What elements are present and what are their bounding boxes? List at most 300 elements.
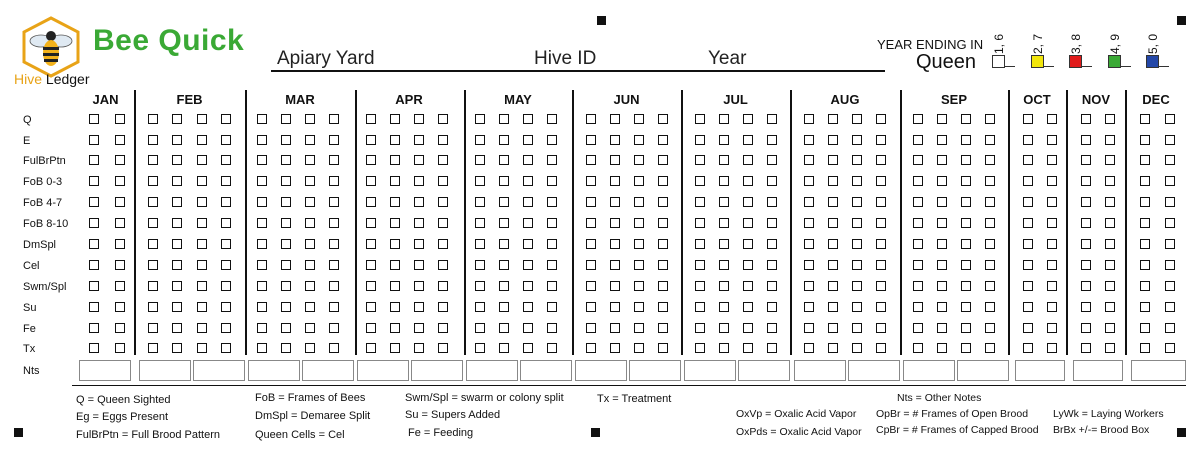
inspection-checkbox[interactable] <box>172 260 182 270</box>
inspection-checkbox[interactable] <box>767 218 777 228</box>
inspection-checkbox[interactable] <box>547 302 557 312</box>
inspection-checkbox[interactable] <box>221 323 231 333</box>
inspection-checkbox[interactable] <box>913 343 923 353</box>
inspection-checkbox[interactable] <box>743 218 753 228</box>
inspection-checkbox[interactable] <box>366 197 376 207</box>
inspection-checkbox[interactable] <box>658 114 668 124</box>
inspection-checkbox[interactable] <box>719 218 729 228</box>
inspection-checkbox[interactable] <box>586 176 596 186</box>
inspection-checkbox[interactable] <box>767 343 777 353</box>
inspection-checkbox[interactable] <box>547 114 557 124</box>
inspection-checkbox[interactable] <box>329 343 339 353</box>
inspection-checkbox[interactable] <box>221 302 231 312</box>
inspection-checkbox[interactable] <box>414 218 424 228</box>
inspection-checkbox[interactable] <box>438 323 448 333</box>
inspection-checkbox[interactable] <box>985 135 995 145</box>
inspection-checkbox[interactable] <box>499 323 509 333</box>
queen-color-swatch[interactable] <box>1031 55 1044 68</box>
inspection-checkbox[interactable] <box>366 260 376 270</box>
inspection-checkbox[interactable] <box>89 281 99 291</box>
inspection-checkbox[interactable] <box>610 218 620 228</box>
inspection-checkbox[interactable] <box>610 135 620 145</box>
notes-field[interactable] <box>575 360 627 381</box>
inspection-checkbox[interactable] <box>852 114 862 124</box>
inspection-checkbox[interactable] <box>197 323 207 333</box>
inspection-checkbox[interactable] <box>89 218 99 228</box>
inspection-checkbox[interactable] <box>547 176 557 186</box>
notes-field[interactable] <box>794 360 846 381</box>
inspection-checkbox[interactable] <box>767 323 777 333</box>
inspection-checkbox[interactable] <box>804 218 814 228</box>
inspection-checkbox[interactable] <box>475 218 485 228</box>
inspection-checkbox[interactable] <box>499 114 509 124</box>
inspection-checkbox[interactable] <box>414 135 424 145</box>
inspection-checkbox[interactable] <box>366 155 376 165</box>
notes-field[interactable] <box>139 360 191 381</box>
inspection-checkbox[interactable] <box>148 260 158 270</box>
inspection-checkbox[interactable] <box>876 155 886 165</box>
inspection-checkbox[interactable] <box>961 281 971 291</box>
inspection-checkbox[interactable] <box>1140 176 1150 186</box>
inspection-checkbox[interactable] <box>913 176 923 186</box>
inspection-checkbox[interactable] <box>1047 281 1057 291</box>
inspection-checkbox[interactable] <box>634 176 644 186</box>
inspection-checkbox[interactable] <box>221 239 231 249</box>
inspection-checkbox[interactable] <box>1081 218 1091 228</box>
inspection-checkbox[interactable] <box>115 260 125 270</box>
inspection-checkbox[interactable] <box>523 281 533 291</box>
inspection-checkbox[interactable] <box>985 155 995 165</box>
inspection-checkbox[interactable] <box>743 323 753 333</box>
inspection-checkbox[interactable] <box>1165 135 1175 145</box>
inspection-checkbox[interactable] <box>1081 323 1091 333</box>
inspection-checkbox[interactable] <box>658 323 668 333</box>
inspection-checkbox[interactable] <box>876 239 886 249</box>
inspection-checkbox[interactable] <box>719 114 729 124</box>
inspection-checkbox[interactable] <box>658 343 668 353</box>
inspection-checkbox[interactable] <box>499 302 509 312</box>
inspection-checkbox[interactable] <box>547 343 557 353</box>
inspection-checkbox[interactable] <box>1081 197 1091 207</box>
inspection-checkbox[interactable] <box>961 155 971 165</box>
inspection-checkbox[interactable] <box>610 239 620 249</box>
notes-field[interactable] <box>520 360 572 381</box>
inspection-checkbox[interactable] <box>115 155 125 165</box>
inspection-checkbox[interactable] <box>852 197 862 207</box>
inspection-checkbox[interactable] <box>414 197 424 207</box>
inspection-checkbox[interactable] <box>743 281 753 291</box>
inspection-checkbox[interactable] <box>1023 281 1033 291</box>
inspection-checkbox[interactable] <box>1081 260 1091 270</box>
inspection-checkbox[interactable] <box>876 302 886 312</box>
inspection-checkbox[interactable] <box>985 239 995 249</box>
inspection-checkbox[interactable] <box>89 197 99 207</box>
inspection-checkbox[interactable] <box>547 323 557 333</box>
inspection-checkbox[interactable] <box>961 343 971 353</box>
inspection-checkbox[interactable] <box>1023 114 1033 124</box>
inspection-checkbox[interactable] <box>1165 302 1175 312</box>
inspection-checkbox[interactable] <box>475 343 485 353</box>
inspection-checkbox[interactable] <box>804 155 814 165</box>
inspection-checkbox[interactable] <box>586 323 596 333</box>
inspection-checkbox[interactable] <box>985 302 995 312</box>
inspection-checkbox[interactable] <box>1047 239 1057 249</box>
inspection-checkbox[interactable] <box>852 155 862 165</box>
inspection-checkbox[interactable] <box>305 281 315 291</box>
inspection-checkbox[interactable] <box>329 135 339 145</box>
inspection-checkbox[interactable] <box>937 176 947 186</box>
inspection-checkbox[interactable] <box>148 302 158 312</box>
inspection-checkbox[interactable] <box>937 239 947 249</box>
inspection-checkbox[interactable] <box>1081 135 1091 145</box>
inspection-checkbox[interactable] <box>366 114 376 124</box>
inspection-checkbox[interactable] <box>148 114 158 124</box>
inspection-checkbox[interactable] <box>1165 114 1175 124</box>
inspection-checkbox[interactable] <box>475 239 485 249</box>
inspection-checkbox[interactable] <box>719 155 729 165</box>
inspection-checkbox[interactable] <box>1023 176 1033 186</box>
inspection-checkbox[interactable] <box>390 218 400 228</box>
inspection-checkbox[interactable] <box>366 323 376 333</box>
inspection-checkbox[interactable] <box>1105 343 1115 353</box>
inspection-checkbox[interactable] <box>390 197 400 207</box>
inspection-checkbox[interactable] <box>913 239 923 249</box>
inspection-checkbox[interactable] <box>414 281 424 291</box>
inspection-checkbox[interactable] <box>586 260 596 270</box>
inspection-checkbox[interactable] <box>281 302 291 312</box>
inspection-checkbox[interactable] <box>610 323 620 333</box>
inspection-checkbox[interactable] <box>197 197 207 207</box>
inspection-checkbox[interactable] <box>852 343 862 353</box>
inspection-checkbox[interactable] <box>852 176 862 186</box>
inspection-checkbox[interactable] <box>1140 239 1150 249</box>
inspection-checkbox[interactable] <box>390 239 400 249</box>
notes-field[interactable] <box>1073 360 1123 381</box>
inspection-checkbox[interactable] <box>390 323 400 333</box>
inspection-checkbox[interactable] <box>523 197 533 207</box>
inspection-checkbox[interactable] <box>499 281 509 291</box>
inspection-checkbox[interactable] <box>221 218 231 228</box>
inspection-checkbox[interactable] <box>1023 260 1033 270</box>
inspection-checkbox[interactable] <box>828 239 838 249</box>
inspection-checkbox[interactable] <box>197 260 207 270</box>
inspection-checkbox[interactable] <box>281 239 291 249</box>
inspection-checkbox[interactable] <box>257 260 267 270</box>
inspection-checkbox[interactable] <box>1140 302 1150 312</box>
inspection-checkbox[interactable] <box>438 135 448 145</box>
inspection-checkbox[interactable] <box>89 260 99 270</box>
inspection-checkbox[interactable] <box>937 323 947 333</box>
inspection-checkbox[interactable] <box>1047 302 1057 312</box>
inspection-checkbox[interactable] <box>148 323 158 333</box>
inspection-checkbox[interactable] <box>523 135 533 145</box>
inspection-checkbox[interactable] <box>1140 155 1150 165</box>
inspection-checkbox[interactable] <box>1081 302 1091 312</box>
inspection-checkbox[interactable] <box>172 218 182 228</box>
inspection-checkbox[interactable] <box>281 197 291 207</box>
inspection-checkbox[interactable] <box>329 218 339 228</box>
inspection-checkbox[interactable] <box>1105 218 1115 228</box>
notes-field[interactable] <box>79 360 131 381</box>
inspection-checkbox[interactable] <box>804 260 814 270</box>
inspection-checkbox[interactable] <box>1165 239 1175 249</box>
inspection-checkbox[interactable] <box>634 218 644 228</box>
inspection-checkbox[interactable] <box>172 135 182 145</box>
inspection-checkbox[interactable] <box>937 260 947 270</box>
inspection-checkbox[interactable] <box>634 239 644 249</box>
inspection-checkbox[interactable] <box>221 260 231 270</box>
inspection-checkbox[interactable] <box>438 114 448 124</box>
inspection-checkbox[interactable] <box>804 114 814 124</box>
inspection-checkbox[interactable] <box>1047 176 1057 186</box>
inspection-checkbox[interactable] <box>197 239 207 249</box>
inspection-checkbox[interactable] <box>586 218 596 228</box>
inspection-checkbox[interactable] <box>913 135 923 145</box>
inspection-checkbox[interactable] <box>329 197 339 207</box>
inspection-checkbox[interactable] <box>281 176 291 186</box>
inspection-checkbox[interactable] <box>1165 323 1175 333</box>
inspection-checkbox[interactable] <box>695 135 705 145</box>
inspection-checkbox[interactable] <box>985 114 995 124</box>
inspection-checkbox[interactable] <box>743 197 753 207</box>
inspection-checkbox[interactable] <box>1047 343 1057 353</box>
inspection-checkbox[interactable] <box>523 176 533 186</box>
inspection-checkbox[interactable] <box>329 323 339 333</box>
inspection-checkbox[interactable] <box>610 197 620 207</box>
inspection-checkbox[interactable] <box>767 239 777 249</box>
notes-field[interactable] <box>1131 360 1186 381</box>
inspection-checkbox[interactable] <box>475 135 485 145</box>
inspection-checkbox[interactable] <box>499 155 509 165</box>
inspection-checkbox[interactable] <box>438 155 448 165</box>
inspection-checkbox[interactable] <box>197 218 207 228</box>
inspection-checkbox[interactable] <box>197 114 207 124</box>
inspection-checkbox[interactable] <box>767 260 777 270</box>
inspection-checkbox[interactable] <box>828 155 838 165</box>
inspection-checkbox[interactable] <box>257 343 267 353</box>
queen-color-swatch[interactable] <box>1069 55 1082 68</box>
inspection-checkbox[interactable] <box>719 302 729 312</box>
inspection-checkbox[interactable] <box>658 197 668 207</box>
inspection-checkbox[interactable] <box>281 343 291 353</box>
inspection-checkbox[interactable] <box>913 114 923 124</box>
inspection-checkbox[interactable] <box>719 281 729 291</box>
inspection-checkbox[interactable] <box>961 176 971 186</box>
inspection-checkbox[interactable] <box>852 218 862 228</box>
inspection-checkbox[interactable] <box>148 218 158 228</box>
inspection-checkbox[interactable] <box>634 114 644 124</box>
inspection-checkbox[interactable] <box>876 135 886 145</box>
inspection-checkbox[interactable] <box>828 323 838 333</box>
inspection-checkbox[interactable] <box>475 260 485 270</box>
inspection-checkbox[interactable] <box>257 155 267 165</box>
inspection-checkbox[interactable] <box>961 218 971 228</box>
inspection-checkbox[interactable] <box>281 218 291 228</box>
inspection-checkbox[interactable] <box>1081 343 1091 353</box>
inspection-checkbox[interactable] <box>937 135 947 145</box>
inspection-checkbox[interactable] <box>89 176 99 186</box>
inspection-checkbox[interactable] <box>658 239 668 249</box>
inspection-checkbox[interactable] <box>366 281 376 291</box>
inspection-checkbox[interactable] <box>804 239 814 249</box>
inspection-checkbox[interactable] <box>804 302 814 312</box>
inspection-checkbox[interactable] <box>329 114 339 124</box>
inspection-checkbox[interactable] <box>329 155 339 165</box>
inspection-checkbox[interactable] <box>547 281 557 291</box>
inspection-checkbox[interactable] <box>658 281 668 291</box>
inspection-checkbox[interactable] <box>828 260 838 270</box>
inspection-checkbox[interactable] <box>1105 114 1115 124</box>
inspection-checkbox[interactable] <box>1081 114 1091 124</box>
inspection-checkbox[interactable] <box>414 155 424 165</box>
inspection-checkbox[interactable] <box>1047 323 1057 333</box>
inspection-checkbox[interactable] <box>695 197 705 207</box>
inspection-checkbox[interactable] <box>172 302 182 312</box>
inspection-checkbox[interactable] <box>257 302 267 312</box>
inspection-checkbox[interactable] <box>985 343 995 353</box>
inspection-checkbox[interactable] <box>1047 155 1057 165</box>
inspection-checkbox[interactable] <box>89 155 99 165</box>
inspection-checkbox[interactable] <box>985 323 995 333</box>
inspection-checkbox[interactable] <box>876 114 886 124</box>
inspection-checkbox[interactable] <box>695 114 705 124</box>
inspection-checkbox[interactable] <box>172 323 182 333</box>
inspection-checkbox[interactable] <box>438 281 448 291</box>
inspection-checkbox[interactable] <box>438 218 448 228</box>
inspection-checkbox[interactable] <box>390 302 400 312</box>
inspection-checkbox[interactable] <box>438 239 448 249</box>
inspection-checkbox[interactable] <box>523 323 533 333</box>
inspection-checkbox[interactable] <box>172 281 182 291</box>
inspection-checkbox[interactable] <box>961 302 971 312</box>
inspection-checkbox[interactable] <box>658 218 668 228</box>
inspection-checkbox[interactable] <box>414 114 424 124</box>
inspection-checkbox[interactable] <box>221 281 231 291</box>
inspection-checkbox[interactable] <box>852 302 862 312</box>
inspection-checkbox[interactable] <box>586 135 596 145</box>
inspection-checkbox[interactable] <box>221 155 231 165</box>
inspection-checkbox[interactable] <box>634 323 644 333</box>
inspection-checkbox[interactable] <box>172 197 182 207</box>
inspection-checkbox[interactable] <box>366 239 376 249</box>
inspection-checkbox[interactable] <box>610 260 620 270</box>
inspection-checkbox[interactable] <box>414 343 424 353</box>
inspection-checkbox[interactable] <box>172 239 182 249</box>
inspection-checkbox[interactable] <box>115 239 125 249</box>
inspection-checkbox[interactable] <box>115 343 125 353</box>
inspection-checkbox[interactable] <box>390 114 400 124</box>
inspection-checkbox[interactable] <box>634 155 644 165</box>
inspection-checkbox[interactable] <box>1047 114 1057 124</box>
inspection-checkbox[interactable] <box>390 260 400 270</box>
notes-field[interactable] <box>466 360 518 381</box>
inspection-checkbox[interactable] <box>1023 302 1033 312</box>
inspection-checkbox[interactable] <box>305 135 315 145</box>
inspection-checkbox[interactable] <box>719 260 729 270</box>
inspection-checkbox[interactable] <box>1140 343 1150 353</box>
inspection-checkbox[interactable] <box>1023 155 1033 165</box>
inspection-checkbox[interactable] <box>1140 197 1150 207</box>
inspection-checkbox[interactable] <box>913 281 923 291</box>
inspection-checkbox[interactable] <box>695 260 705 270</box>
inspection-checkbox[interactable] <box>1165 155 1175 165</box>
inspection-checkbox[interactable] <box>390 281 400 291</box>
inspection-checkbox[interactable] <box>1023 343 1033 353</box>
inspection-checkbox[interactable] <box>695 302 705 312</box>
inspection-checkbox[interactable] <box>148 239 158 249</box>
inspection-checkbox[interactable] <box>281 260 291 270</box>
inspection-checkbox[interactable] <box>172 176 182 186</box>
inspection-checkbox[interactable] <box>257 176 267 186</box>
inspection-checkbox[interactable] <box>414 302 424 312</box>
inspection-checkbox[interactable] <box>1081 281 1091 291</box>
inspection-checkbox[interactable] <box>985 260 995 270</box>
inspection-checkbox[interactable] <box>1023 239 1033 249</box>
inspection-checkbox[interactable] <box>390 135 400 145</box>
inspection-checkbox[interactable] <box>695 323 705 333</box>
inspection-checkbox[interactable] <box>221 135 231 145</box>
inspection-checkbox[interactable] <box>586 197 596 207</box>
inspection-checkbox[interactable] <box>743 260 753 270</box>
inspection-checkbox[interactable] <box>197 176 207 186</box>
inspection-checkbox[interactable] <box>499 343 509 353</box>
inspection-checkbox[interactable] <box>547 135 557 145</box>
inspection-checkbox[interactable] <box>257 239 267 249</box>
inspection-checkbox[interactable] <box>937 155 947 165</box>
inspection-checkbox[interactable] <box>172 343 182 353</box>
inspection-checkbox[interactable] <box>961 239 971 249</box>
inspection-checkbox[interactable] <box>499 218 509 228</box>
inspection-checkbox[interactable] <box>961 260 971 270</box>
inspection-checkbox[interactable] <box>634 281 644 291</box>
inspection-checkbox[interactable] <box>547 155 557 165</box>
inspection-checkbox[interactable] <box>523 343 533 353</box>
inspection-checkbox[interactable] <box>695 281 705 291</box>
inspection-checkbox[interactable] <box>1105 135 1115 145</box>
inspection-checkbox[interactable] <box>197 302 207 312</box>
inspection-checkbox[interactable] <box>115 114 125 124</box>
inspection-checkbox[interactable] <box>148 197 158 207</box>
inspection-checkbox[interactable] <box>828 281 838 291</box>
inspection-checkbox[interactable] <box>852 323 862 333</box>
inspection-checkbox[interactable] <box>1023 197 1033 207</box>
inspection-checkbox[interactable] <box>257 218 267 228</box>
inspection-checkbox[interactable] <box>221 343 231 353</box>
inspection-checkbox[interactable] <box>828 114 838 124</box>
inspection-checkbox[interactable] <box>1165 281 1175 291</box>
inspection-checkbox[interactable] <box>523 239 533 249</box>
inspection-checkbox[interactable] <box>1140 281 1150 291</box>
inspection-checkbox[interactable] <box>414 239 424 249</box>
inspection-checkbox[interactable] <box>586 155 596 165</box>
inspection-checkbox[interactable] <box>610 176 620 186</box>
inspection-checkbox[interactable] <box>257 197 267 207</box>
inspection-checkbox[interactable] <box>852 260 862 270</box>
inspection-checkbox[interactable] <box>89 323 99 333</box>
inspection-checkbox[interactable] <box>475 197 485 207</box>
inspection-checkbox[interactable] <box>913 323 923 333</box>
inspection-checkbox[interactable] <box>305 343 315 353</box>
inspection-checkbox[interactable] <box>876 176 886 186</box>
inspection-checkbox[interactable] <box>390 343 400 353</box>
inspection-checkbox[interactable] <box>767 155 777 165</box>
inspection-checkbox[interactable] <box>876 218 886 228</box>
inspection-checkbox[interactable] <box>115 323 125 333</box>
inspection-checkbox[interactable] <box>305 114 315 124</box>
inspection-checkbox[interactable] <box>719 135 729 145</box>
inspection-checkbox[interactable] <box>148 176 158 186</box>
inspection-checkbox[interactable] <box>221 114 231 124</box>
